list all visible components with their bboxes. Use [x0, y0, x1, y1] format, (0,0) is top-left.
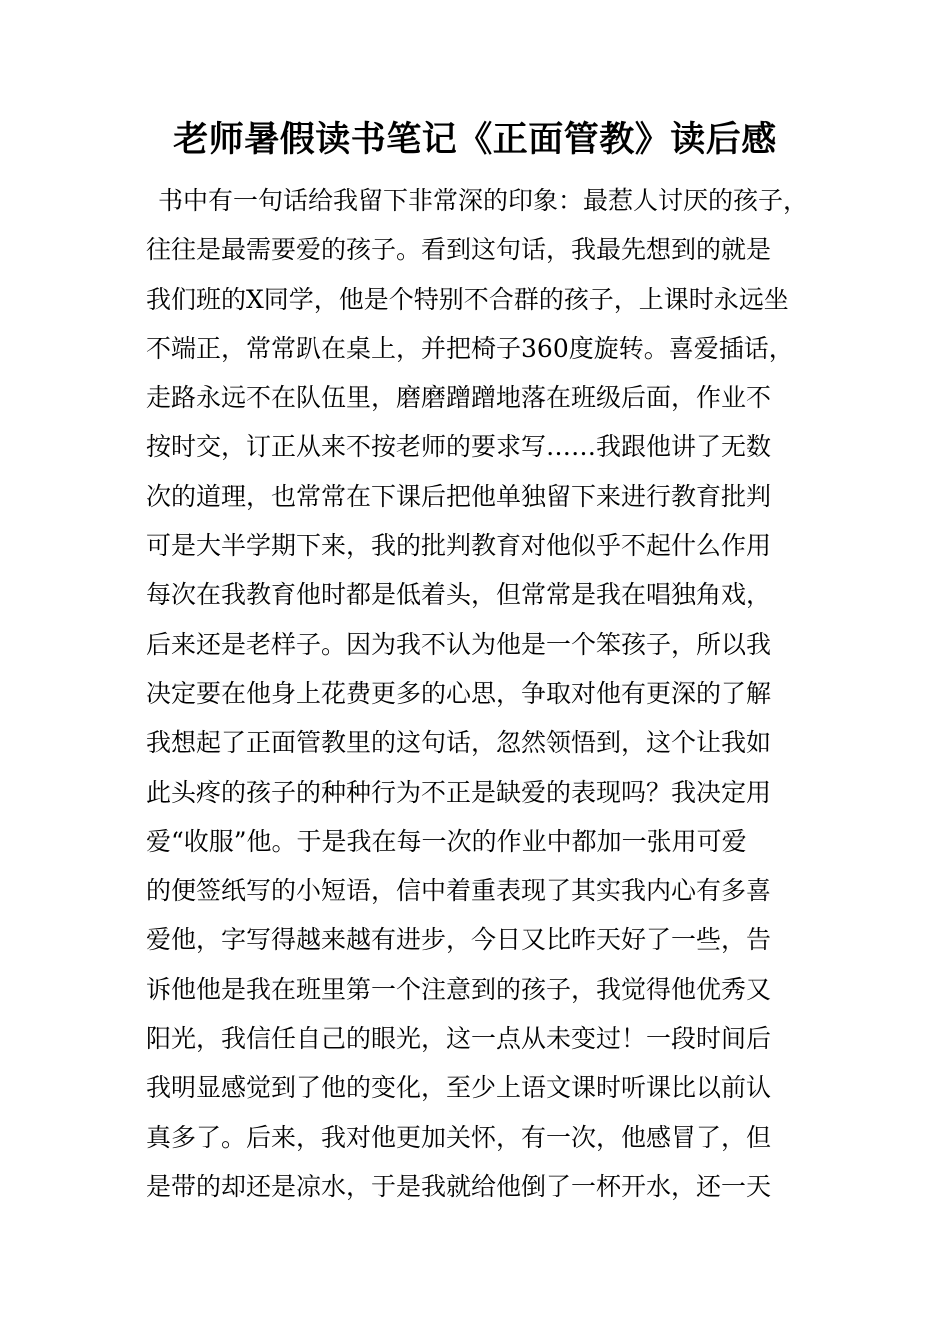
- body-line-17: 诉他他是我在班里第一个注意到的孩子，我觉得他优秀又: [146, 974, 772, 1004]
- body-line-13: 此头疼的孩子的种种行为不正是缺爱的表现吗？我决定用: [146, 777, 772, 807]
- body-line-20: 真多了。后来，我对他更加关怀，有一次，他感冒了，但: [146, 1122, 772, 1152]
- body-line-19: 我明显感觉到了他的变化，至少上语文课时听课比以前认: [146, 1073, 772, 1103]
- body-line-16: 爱他，字写得越来越有进步，今日又比昨天好了一些，告: [146, 925, 772, 955]
- body-line-8: 可是大半学期下来，我的批判教育对他似乎不起什么作用: [146, 531, 772, 561]
- document-title: 老师暑假读书笔记《正面管教》读后感: [173, 120, 777, 160]
- body-line-12: 我想起了正面管教里的这句话，忽然领悟到，这个让我如: [146, 728, 772, 758]
- body-line-14: 爱“收服”他。于是我在每一次的作业中都加一张用可爱: [146, 826, 747, 856]
- body-line-10: 后来还是老样子。因为我不认为他是一个笨孩子，所以我: [146, 629, 772, 659]
- body-line-21: 是带的却还是凉水，于是我就给他倒了一杯开水，还一天: [146, 1171, 772, 1201]
- document-body: [146, 176, 816, 1211]
- body-line-11: 决定要在他身上花费更多的心思，争取对他有更深的了解: [146, 678, 772, 708]
- body-line-4: 不端正，常常趴在桌上，并把椅子360度旋转。喜爱插话，: [146, 333, 794, 363]
- body-line-2: 往往是最需要爱的孩子。看到这句话，我最先想到的就是: [146, 235, 772, 265]
- body-line-15: 的便签纸写的小短语，信中着重表现了其实我内心有多喜: [146, 876, 772, 906]
- body-line-3: 我们班的X同学，他是个特别不合群的孩子，上课时永远坐: [146, 284, 789, 314]
- body-line-9: 每次在我教育他时都是低着头，但常常是我在唱独角戏，: [146, 580, 772, 610]
- body-line-5: 走路永远不在队伍里，磨磨蹭蹭地落在班级后面，作业不: [146, 383, 772, 413]
- body-line-1: 书中有一句话给我留下非常深的印象：最惹人讨厌的孩子，: [158, 186, 809, 215]
- body-line-6: 按时交，订正从来不按老师的要求写……我跟他讲了无数: [146, 432, 772, 462]
- body-line-18: 阳光，我信任自己的眼光，这一点从未变过！一段时间后: [146, 1024, 772, 1054]
- body-line-7: 次的道理，也常常在下课后把他单独留下来进行教育批判: [146, 481, 772, 511]
